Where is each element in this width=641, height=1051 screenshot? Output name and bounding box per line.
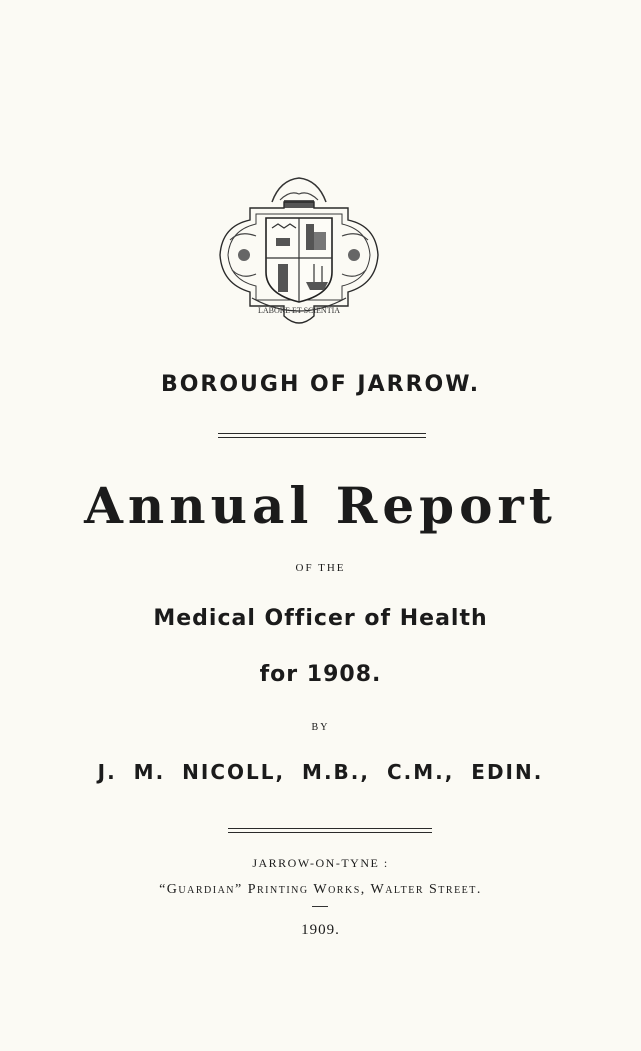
- divider-top-1: [218, 433, 426, 434]
- report-year: for 1908.: [259, 662, 382, 687]
- borough-seal-icon: [210, 170, 388, 340]
- report-subject: Medical Officer of Health: [153, 606, 488, 631]
- imprint-dash: [312, 906, 328, 907]
- seal-motto: LABORE ET SCIENTIA: [257, 306, 341, 315]
- imprint-printer: “Guardian” Printing Works, Walter Street.: [159, 882, 482, 897]
- divider-bottom-2: [228, 832, 432, 833]
- publication-year: 1909.: [301, 922, 340, 938]
- divider-bottom-1: [228, 828, 432, 829]
- of-the-label: OF THE: [295, 562, 346, 574]
- divider-top-2: [218, 437, 426, 438]
- imprint-place: JARROW-ON-TYNE :: [252, 856, 389, 870]
- report-title: Annual Report: [84, 476, 557, 535]
- borough-heading: BOROUGH OF JARROW.: [160, 372, 481, 397]
- by-label: BY: [311, 722, 330, 733]
- author-name: J. M. NICOLL, M.B., C.M., EDIN.: [97, 760, 544, 784]
